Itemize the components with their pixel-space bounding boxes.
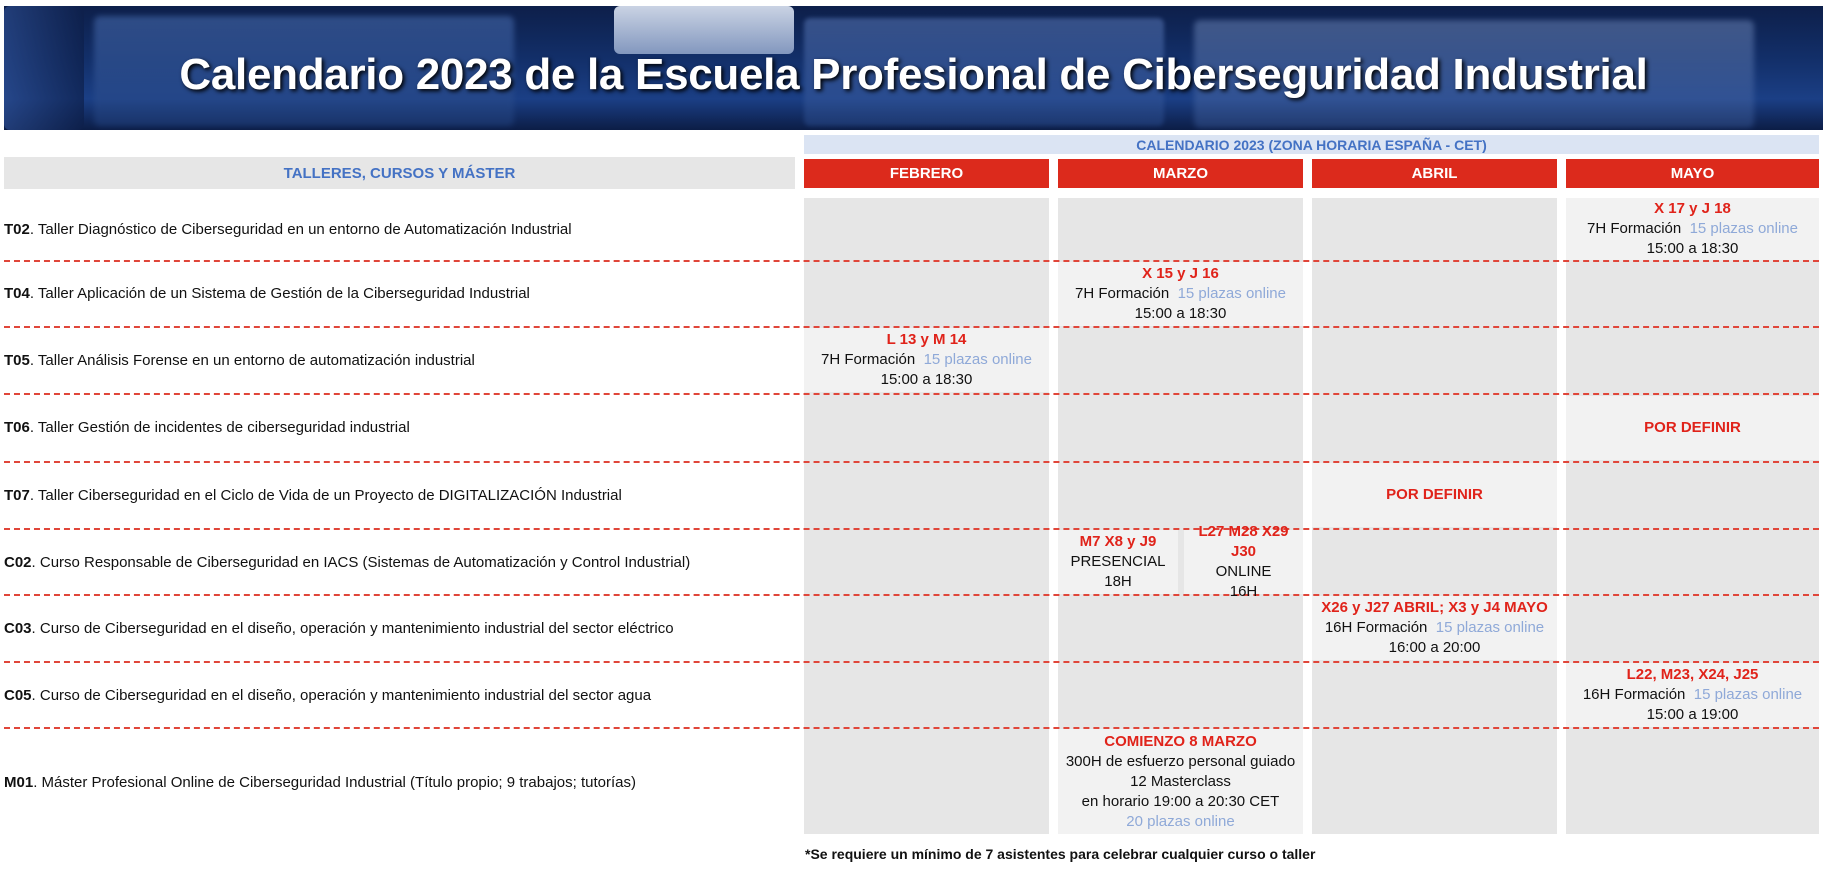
entry-detail: en horario 19:00 a 20:30 CET: [1081, 792, 1280, 810]
banner-decoration: [614, 6, 794, 54]
entry-time: 15:00 a 18:30: [1134, 305, 1227, 322]
entry-seats: 20 plazas online: [1126, 812, 1235, 830]
entry-m01-marzo: [1058, 729, 1303, 834]
row-label-t07: T07 . Taller Ciberseguridad en el Ciclo de Vida de un Proyecto de DIGITALIZACIÓN Industrial: [4, 486, 622, 504]
entry-status: POR DEFINIR: [1386, 486, 1483, 503]
column-mayo: [1566, 198, 1819, 834]
entry-dates: L27 M28 X29 J30: [1198, 523, 1289, 560]
entry-mode: ONLINE: [1215, 563, 1272, 580]
entry-t05-febrero: L 13 y M 14 7H Formación 15 plazas online 15:00 a 18:30: [804, 328, 1049, 392]
entry-c05-mayo: L22, M23, X24, J25 16H Formación 15 plazas online 15:00 a 19:00: [1566, 663, 1819, 727]
entry-dates: COMIENZO 8 MARZO: [1104, 732, 1257, 750]
row-separator: [4, 393, 1819, 395]
entry-c02-marzo-online: [1184, 523, 1303, 600]
row-label-c03: C03 . Curso de Ciberseguridad en el diseño, operación y mantenimiento industrial del sector eléctrico: [4, 619, 674, 637]
entry-dates: M7 X8 y J9: [1079, 533, 1157, 550]
month-header-marzo: MARZO: [1058, 159, 1303, 188]
entry-t07-abril: [1312, 463, 1557, 527]
entry-c02-marzo-presencial: [1058, 530, 1178, 594]
courses-header: TALLERES, CURSOS Y MÁSTER: [4, 157, 795, 189]
entry-t02-mayo: X 17 y J 18 7H Formación 15 plazas online 15:00 a 18:30: [1566, 198, 1819, 260]
entry-dates: L22, M23, X24, J25: [1626, 666, 1759, 683]
column-febrero: [804, 198, 1049, 834]
header-banner: [4, 6, 1823, 130]
entry-t04-marzo: X 15 y J 16 7H Formación 15 plazas online 15:00 a 18:30: [1058, 262, 1303, 326]
month-header-abril: ABRIL: [1312, 159, 1557, 188]
footnote: *Se requiere un mínimo de 7 asistentes para celebrar cualquier curso o taller: [805, 846, 1316, 862]
row-label-t04: T04 . Taller Aplicación de un Sistema de Gestión de la Ciberseguridad Industrial: [4, 284, 530, 302]
entry-hours: 18H: [1104, 573, 1132, 590]
row-label-m01: M01 . Máster Profesional Online de Ciberseguridad Industrial (Título propio; 9 trabajos; tutorías): [4, 773, 636, 791]
row-label-t02: T02 . Taller Diagnóstico de Ciberseguridad en un entorno de Automatización Industrial: [4, 220, 572, 238]
row-label-c05: C05 . Curso de Ciberseguridad en el diseño, operación y mantenimiento industrial del sector agua: [4, 686, 652, 704]
row-separator: [4, 528, 1819, 530]
page-title: Calendario 2023 de la Escuela Profesional de Ciberseguridad Industrial: [179, 50, 1648, 99]
entry-mode: PRESENCIAL: [1070, 553, 1166, 570]
entry-status: POR DEFINIR: [1644, 419, 1741, 436]
row-label-t05: T05 . Taller Análisis Forense en un entorno de automatización industrial: [4, 351, 475, 369]
entry-detail: 12 Masterclass: [1130, 772, 1231, 790]
entry-c03-abril: X26 y J27 ABRIL; X3 y J4 MAYO 16H Formación 15 plazas online 16:00 a 20:00: [1312, 596, 1557, 660]
row-separator: [4, 661, 1819, 663]
entry-hours: 16H: [1229, 583, 1258, 600]
entry-time: 16:00 a 20:00: [1388, 639, 1481, 656]
row-label-t06: T06 . Taller Gestión de incidentes de ciberseguridad industrial: [4, 418, 410, 436]
entry-time: 15:00 a 19:00: [1646, 706, 1739, 723]
calendar-header: CALENDARIO 2023 (ZONA HORARIA ESPAÑA - CET): [804, 135, 1819, 154]
row-separator: [4, 727, 1819, 729]
entry-dates: X 17 y J 18: [1654, 200, 1731, 217]
entry-dates: X 15 y J 16: [1142, 265, 1219, 282]
entry-time: 15:00 a 18:30: [880, 371, 973, 388]
entry-dates: X26 y J27 ABRIL; X3 y J4 MAYO: [1321, 599, 1548, 616]
entry-time: 15:00 a 18:30: [1646, 240, 1739, 257]
month-header-mayo: MAYO: [1566, 159, 1819, 188]
month-header-febrero: FEBRERO: [804, 159, 1049, 188]
entry-t06-mayo: [1566, 396, 1819, 460]
entry-detail: 300H de esfuerzo personal guiado: [1065, 752, 1296, 770]
entry-dates: L 13 y M 14: [886, 331, 967, 348]
row-separator: [4, 260, 1819, 262]
row-label-c02: C02 . Curso Responsable de Ciberseguridad en IACS (Sistemas de Automatización y Control Industrial): [4, 553, 691, 571]
